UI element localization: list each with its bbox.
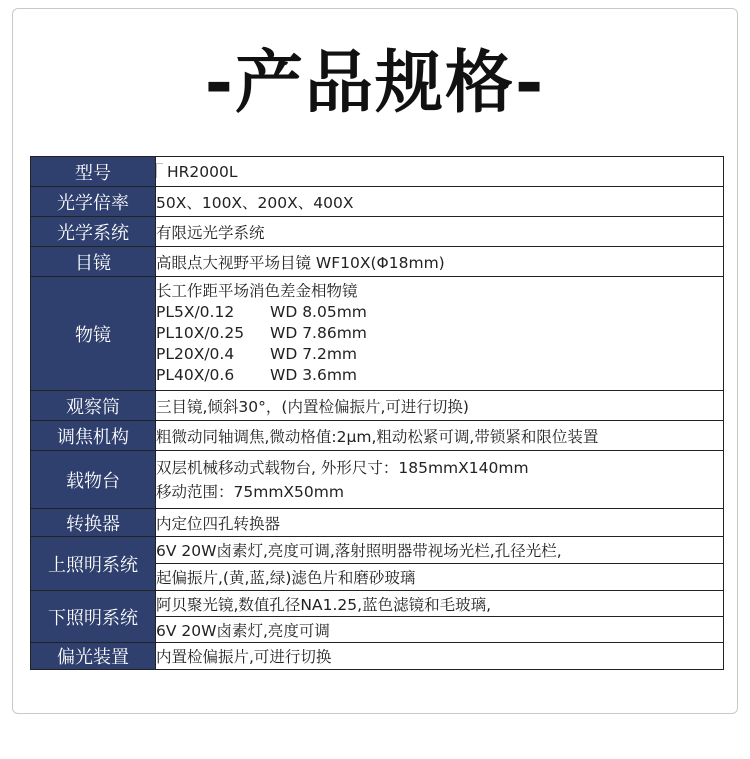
label-upper-illum: 上照明系统 <box>31 537 156 591</box>
label-focusing: 调焦机构 <box>31 421 156 451</box>
label-nosepiece: 转换器 <box>31 509 156 537</box>
value-lower-illum-1: 阿贝聚光镜,数值孔径NA1.25,蓝色滤镜和毛玻璃, <box>156 591 724 617</box>
value-upper-illum-2: 起偏振片,(黄,蓝,绿)滤色片和磨砂玻璃 <box>156 564 724 591</box>
objective-name: PL40X/0.6 <box>156 366 235 384</box>
spec-table <box>30 156 724 670</box>
page-title: -产品规格- <box>204 44 546 123</box>
label-magnification: 光学倍率 <box>31 187 156 217</box>
value-polarizer: 内置检偏振片,可进行切换 <box>156 643 724 670</box>
stage-line-1: 双层机械移动式载物台, 外形尺寸：185mmX140mm <box>156 458 529 477</box>
spec-row-nosepiece <box>31 509 724 537</box>
spec-row-polarizer <box>31 643 724 670</box>
value-objective <box>156 277 724 391</box>
objective-name: PL10X/0.25 <box>156 324 245 342</box>
value-model <box>156 157 724 187</box>
spec-row-lower-illum <box>31 591 724 617</box>
stage-line-2: 移动范围：75mmX50mm <box>156 482 344 501</box>
value-lower-illum-2: 6V 20W卤素灯,亮度可调 <box>156 617 724 643</box>
objective-wd: WD 3.6mm <box>270 366 358 384</box>
spec-row-model <box>31 157 724 187</box>
spec-row-magnification <box>31 187 724 217</box>
spec-row-focusing <box>31 421 724 451</box>
objective-wd: WD 7.86mm <box>270 324 367 342</box>
cursor-mark-icon <box>156 163 163 178</box>
value-nosepiece: 内定位四孔转换器 <box>156 509 724 537</box>
objective-item <box>156 365 723 386</box>
objective-wd: WD 8.05mm <box>270 303 367 321</box>
objective-name: PL5X/0.12 <box>156 303 235 321</box>
model-text: HR2000L <box>167 162 238 181</box>
objective-wd: WD 7.2mm <box>270 345 358 363</box>
value-focusing: 粗微动同轴调焦,微动格值:2μm,粗动松紧可调,带锁紧和限位装置 <box>156 421 724 451</box>
value-viewing-tube: 三目镜,倾斜30°，(内置检偏振片,可进行切换) <box>156 391 724 421</box>
value-upper-illum-1: 6V 20W卤素灯,亮度可调,落射照明器带视场光栏,孔径光栏, <box>156 537 724 564</box>
label-objective: 物镜 <box>31 277 156 391</box>
label-eyepiece: 目镜 <box>31 247 156 277</box>
spec-row-eyepiece <box>31 247 724 277</box>
label-viewing-tube: 观察筒 <box>31 391 156 421</box>
spec-row-viewing-tube <box>31 391 724 421</box>
spec-row-optical-system <box>31 217 724 247</box>
objective-item <box>156 302 723 323</box>
label-optical-system: 光学系统 <box>31 217 156 247</box>
objective-item <box>156 344 723 365</box>
spec-row-stage <box>31 451 724 509</box>
value-stage <box>156 451 724 509</box>
label-lower-illum: 下照明系统 <box>31 591 156 643</box>
label-stage: 载物台 <box>31 451 156 509</box>
label-model: 型号 <box>31 157 156 187</box>
value-eyepiece: 高眼点大视野平场目镜 WF10X(Φ18mm) <box>156 247 724 277</box>
value-magnification: 50X、100X、200X、400X <box>156 187 724 217</box>
objective-heading: 长工作距平场消色差金相物镜 <box>156 282 358 300</box>
objective-name: PL20X/0.4 <box>156 345 235 363</box>
label-polarizer: 偏光装置 <box>31 643 156 670</box>
objective-item <box>156 323 723 344</box>
spec-row-upper-illum <box>31 537 724 564</box>
spec-row-objective <box>31 277 724 391</box>
value-optical-system: 有限远光学系统 <box>156 217 724 247</box>
